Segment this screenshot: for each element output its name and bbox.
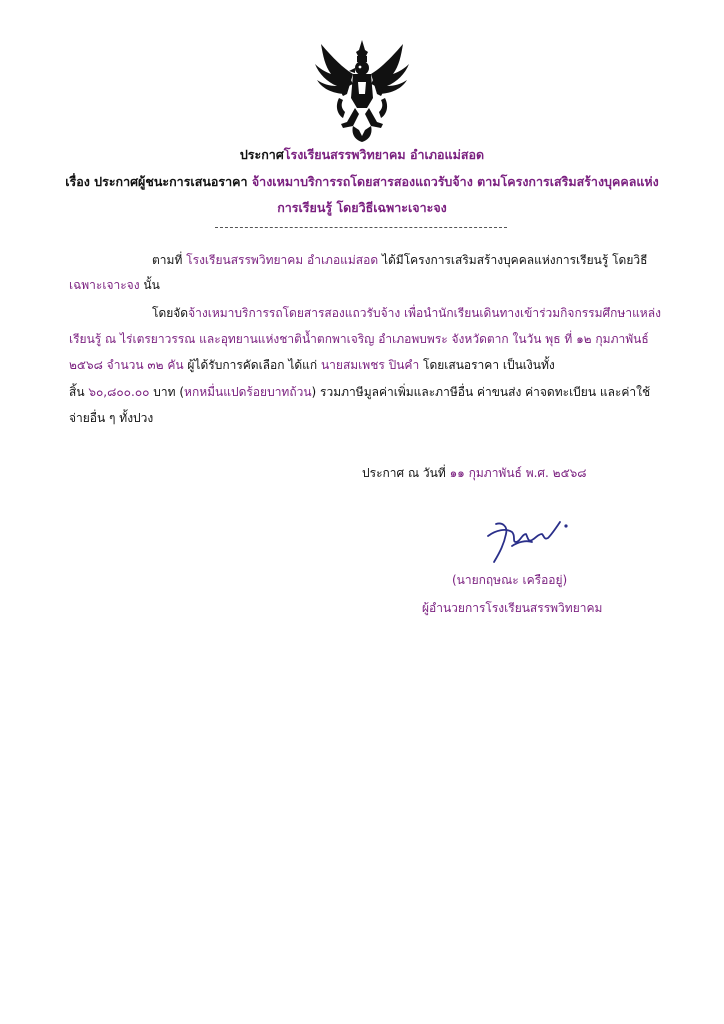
- p1-line2-b: นั้น: [139, 278, 160, 292]
- p2-line3-c: นายสมเพชร ปินคำ: [320, 358, 420, 372]
- p2-line4-e: ) รวมภาษีมูลค่าเพิ่มและภาษีอื่น ค่าขนส่ง ค่าจดทะเบียน และค่าใช้: [311, 385, 651, 399]
- separator-line: [215, 227, 507, 228]
- p2-line4-a: สิ้น: [69, 385, 89, 399]
- p1-rest: ได้มีโครงการเสริมสร้างบุคคลแห่งการเรียนรู้ โดยวิธี: [378, 253, 648, 267]
- signer-title: ผู้อำนวยการโรงเรียนสรรพวิทยาคม: [422, 601, 603, 615]
- garuda-emblem-icon: [313, 38, 411, 144]
- p1-school: โรงเรียนสรรพวิทยาคม อำเภอแม่สอด: [186, 253, 379, 267]
- paragraph-2-line-3: [69, 356, 555, 375]
- p2-line4-b: ๖๐,๘๐๐.๐๐: [88, 385, 150, 399]
- paragraph-1-line-1: [152, 251, 647, 270]
- paragraph-2-line-4: [69, 383, 650, 402]
- p2-line4-d: หกหมื่นแปดร้อยบาทถ้วน: [184, 385, 312, 399]
- date-value: ๑๑ กุมภาพันธ์ พ.ศ. ๒๕๖๘: [449, 466, 587, 480]
- title-school: โรงเรียนสรรพวิทยาคม อำเภอแม่สอด: [283, 147, 485, 162]
- p1-prefix: ตามที่: [152, 253, 187, 267]
- handwritten-signature: [482, 512, 570, 566]
- p2-line3-a: ๒๕๖๘ จำนวน ๓๒ คัน: [69, 358, 184, 372]
- title-prefix: ประกาศ: [239, 147, 284, 162]
- subject-line-2: การเรียนรู้ โดยวิธีเฉพาะเจาะจง: [277, 200, 447, 215]
- announcement-date: [362, 464, 587, 483]
- subject-main: จ้างเหมาบริการรถโดยสารสองแถวรับจ้าง ตามโครงการเสริมสร้างบุคคลแห่ง: [251, 174, 659, 189]
- p2-line3-d: โดยเสนอราคา เป็นเงินทั้ง: [419, 358, 555, 372]
- paragraph-2-line-5: จ่ายอื่น ๆ ทั้งปวง: [69, 411, 154, 425]
- paragraph-2-line-1: [152, 304, 661, 323]
- p2-prefix: โดยจัด: [152, 306, 189, 320]
- signer-name: (นายกฤษณะ เครืออยู่): [452, 573, 568, 587]
- subject-prefix: เรื่อง ประกาศผู้ชนะการเสนอราคา: [65, 174, 248, 189]
- p2-line3-b: ผู้ได้รับการคัดเลือก ได้แก่: [183, 358, 321, 372]
- p2-line4-c: บาท (: [149, 385, 185, 399]
- subject-line-1: [0, 172, 724, 192]
- paragraph-2-line-2: เรียนรู้ ณ ไร่เตรยาวรรณ และอุทยานแห่งชาติน้ำตกพาเจริญ อำเภอพบพระ จังหวัดตาก ในวัน พุธ ที่ ๑๒ กุมภาพันธ์: [69, 332, 649, 346]
- p2-main: จ้างเหมาบริการรถโดยสารสองแถวรับจ้าง เพื่อนำนักเรียนเดินทางเข้าร่วมกิจกรรมศึกษาแหล่ง: [188, 306, 661, 320]
- announcement-title: [0, 145, 724, 165]
- p1-line2-a: เฉพาะเจาะจง: [69, 278, 140, 292]
- paragraph-1-line-2: [69, 276, 160, 295]
- date-prefix: ประกาศ ณ วันที่: [362, 466, 450, 480]
